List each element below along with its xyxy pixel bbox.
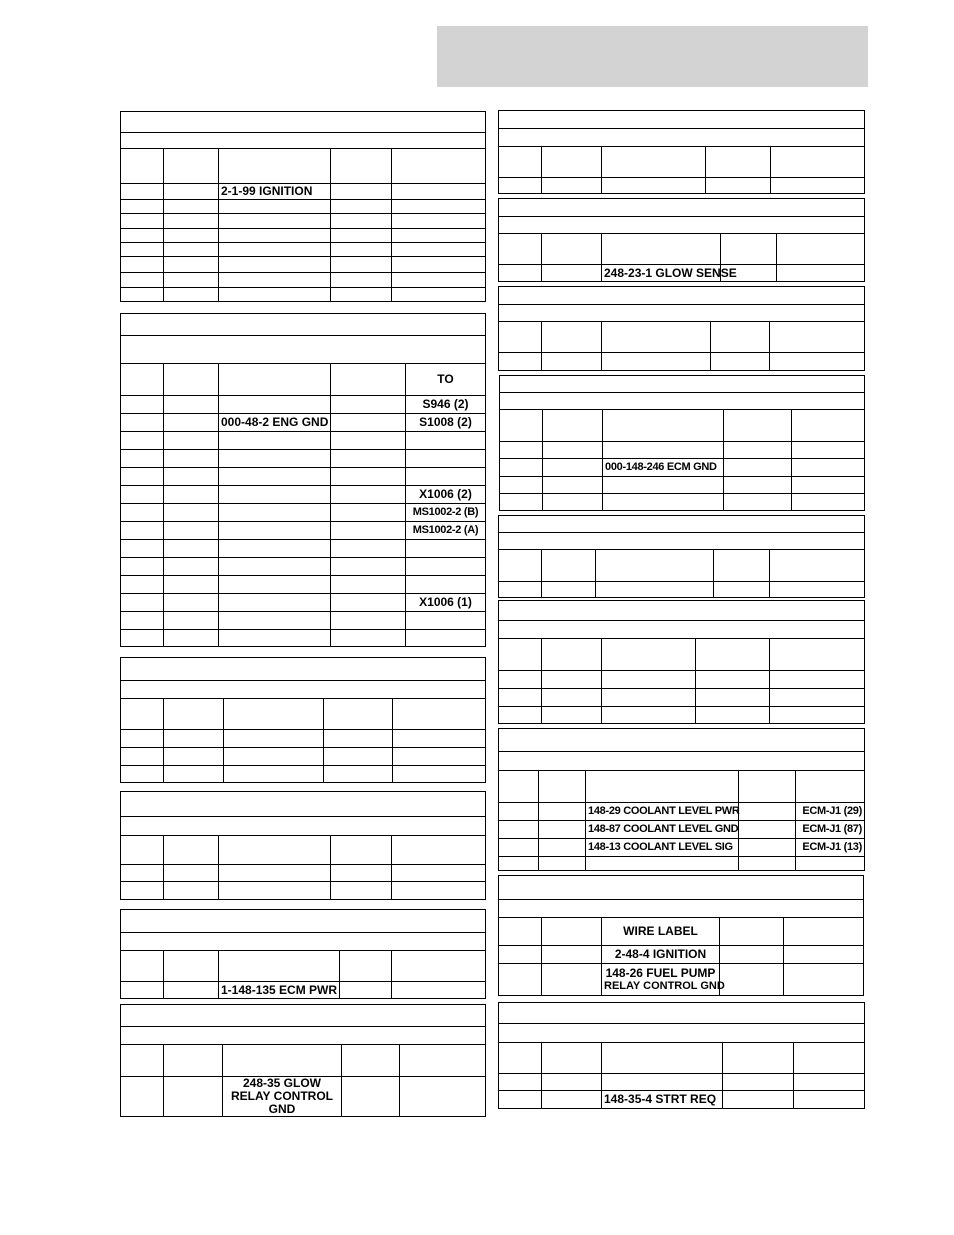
table-subtitle-row (499, 305, 865, 322)
connector-table-8 (498, 198, 865, 282)
table-title-row (121, 910, 486, 933)
connector-table-5 (120, 909, 486, 999)
to-cell: ECM-J1 (87) (796, 821, 865, 839)
table-title-row (499, 729, 865, 752)
wire-label: 248-35 GLOW RELAY CONTROL GND (223, 1077, 342, 1117)
table-subtitle-row (121, 681, 486, 699)
table-row (499, 964, 864, 996)
wire-label: 000-148-246 ECM GND (603, 459, 724, 477)
table-title-row (499, 287, 865, 305)
connector-table-15 (498, 1002, 865, 1109)
to-cell: MS1002-2 (A) (406, 522, 486, 540)
table-row (121, 522, 486, 540)
to-cell: MS1002-2 (B) (406, 504, 486, 522)
table-row (500, 459, 865, 477)
table-subtitle-row (499, 129, 865, 147)
table-row (121, 396, 486, 414)
table-row (121, 982, 486, 999)
wire-label: 148-87 COOLANT LEVEL GND (586, 821, 739, 839)
table-title-row (121, 314, 486, 336)
to-cell: ECM-J1 (13) (796, 839, 865, 857)
table-subtitle-row (121, 1027, 486, 1045)
table-title-row (121, 792, 486, 817)
table-title-row (499, 199, 865, 217)
wire-label: 1-148-135 ECM PWR (219, 982, 340, 999)
table-title-row (121, 1005, 486, 1027)
wire-label-header: WIRE LABEL (602, 918, 720, 946)
table-row (121, 594, 486, 612)
table-row (499, 946, 864, 964)
table-title-row (121, 658, 486, 681)
table-subtitle-row (499, 533, 865, 550)
connector-table-9 (498, 286, 865, 371)
table-row (499, 839, 865, 857)
wire-label: 148-13 COOLANT LEVEL SIG (586, 839, 739, 857)
to-cell: ECM-J1 (29) (796, 803, 865, 821)
wire-label: 148-29 COOLANT LEVEL PWR (586, 803, 739, 821)
connector-table-1 (120, 111, 486, 302)
to-cell: S1008 (2) (406, 414, 486, 432)
to-cell: X1006 (1) (406, 594, 486, 612)
table-title-row (499, 516, 865, 533)
table-subtitle-row (499, 217, 865, 234)
table-title-row (500, 376, 865, 393)
table-row (121, 414, 486, 432)
connector-table-13 (498, 728, 865, 871)
table-title-row (499, 1003, 865, 1024)
table-subtitle-row (121, 133, 486, 149)
to-cell: X1006 (2) (406, 486, 486, 504)
connector-table-14 (498, 875, 864, 996)
wire-label (602, 964, 725, 996)
to-header: TO (406, 364, 486, 396)
wire-label: 248-23-1 GLOW SENSE (602, 265, 721, 282)
wire-label: 2-1-99 IGNITION (219, 184, 331, 200)
connector-table-6 (120, 1004, 486, 1117)
table-row (499, 1091, 865, 1109)
table-subtitle-row (121, 336, 486, 364)
table-subtitle-row (499, 900, 864, 918)
connector-table-2 (120, 313, 486, 647)
table-subtitle-row (499, 752, 865, 771)
connector-table-7 (498, 110, 865, 194)
connector-table-4 (120, 791, 486, 900)
table-subtitle-row (121, 933, 486, 951)
wire-label: 2-48-4 IGNITION (602, 946, 720, 964)
connector-table-3 (120, 657, 486, 783)
wire-label-line-2: RELAY CONTROL GND (604, 979, 725, 992)
table-subtitle-row (499, 621, 865, 639)
connector-table-12 (498, 600, 865, 724)
table-row (121, 184, 486, 200)
table-title-row (121, 112, 486, 133)
table-subtitle-row (121, 817, 486, 836)
to-cell: S946 (2) (406, 396, 486, 414)
wire-label-line-1: 148-26 FUEL PUMP (605, 965, 716, 980)
wire-label: 148-35-4 STRT REQ (602, 1091, 723, 1109)
table-row (121, 486, 486, 504)
table-row (121, 504, 486, 522)
connector-table-11 (498, 515, 865, 598)
table-subtitle-row (499, 1024, 865, 1043)
table-title-row (499, 111, 865, 129)
table-row (499, 821, 865, 839)
table-row (121, 1077, 486, 1117)
table-title-row (499, 601, 865, 621)
connector-table-10 (499, 375, 865, 511)
table-row (499, 803, 865, 821)
header-box (437, 26, 868, 87)
table-subtitle-row (500, 393, 865, 410)
wire-label: 000-48-2 ENG GND (219, 414, 331, 432)
table-row (499, 265, 865, 282)
table-title-row (499, 876, 864, 900)
